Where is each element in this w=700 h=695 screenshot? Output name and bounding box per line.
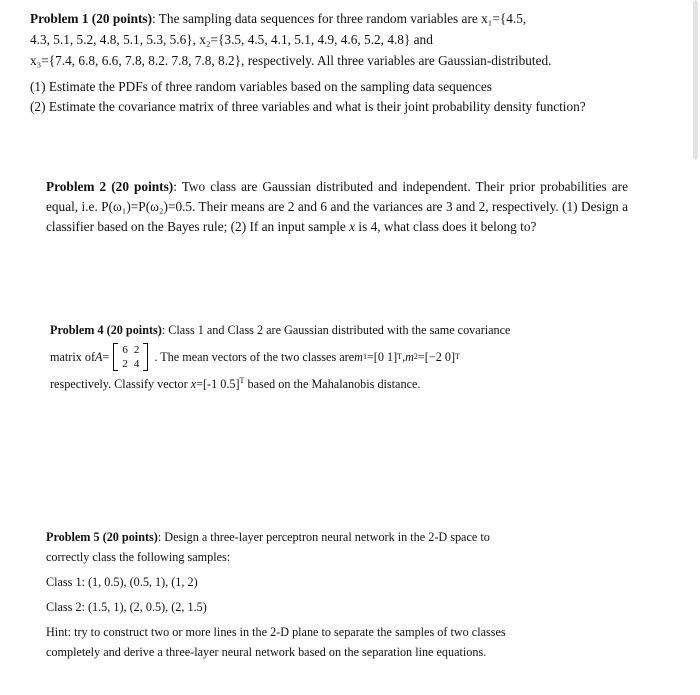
problem-4-line-1: Problem 4 (20 points): Class 1 and Class 2 are Gaussian distributed with the same covariance: [50, 323, 511, 337]
problem-4: [50, 320, 610, 394]
problem-1-item-1: (1) Estimate the PDFs of three random variables based on the sampling data sequences: [30, 79, 492, 94]
problem-5-hint-2: completely and derive a three-layer neural network based on the separation line equations.: [46, 645, 487, 659]
problem-5-hint-1: Hint: try to construct two or more lines in the 2-D plane to separate the samples of two classes: [46, 625, 506, 639]
problem-1-items: [30, 77, 620, 117]
problem-5-line-2: correctly class the following samples:: [46, 550, 231, 564]
problem-1: [30, 8, 620, 117]
problem-4-heading: Problem 4 (20 points): [50, 323, 162, 337]
problem-1-line-1: Problem 1 (20 points): The sampling data sequences for three random variables are x₁={4.5,: [30, 11, 527, 26]
problem-1-item-2: (2) Estimate the covariance matrix of three variables and what is their joint probability density function?: [30, 99, 586, 114]
problem-5: [46, 527, 606, 662]
problem-5-class-2: Class 2: (1.5, 1), (2, 0.5), (2, 1.5): [46, 600, 207, 614]
problem-1-line-3: x₃={7.4, 6.8, 6.6, 7.8, 8.2. 7.8, 7.8, 8.2}, respectively. All three variables are Gaussian-distributed.: [30, 53, 552, 68]
problem-2-heading: Problem 2 (20 points): [46, 179, 174, 194]
problem-4-line-2: matrix of A = 6 2 2 4 . The mean vectors of the two classes are m 1 =[0 1] T , m 2 =[−2 0] T: [50, 344, 460, 370]
problem-5-heading: Problem 5 (20 points): [46, 530, 158, 544]
scrollbar[interactable]: [693, 0, 698, 160]
problem-5-class-1: Class 1: (1, 0.5), (0.5, 1), (1, 2): [46, 575, 198, 589]
problem-4-line-3: respectively. Classify vector x=[-1 0.5]$^T$ based on the Mahalanobis distance.: [50, 376, 421, 391]
problem-5-line-1: Problem 5 (20 points): Design a three-layer perceptron neural network in the 2-D space to: [46, 530, 490, 544]
covariance-matrix: 6 2 2 4: [113, 343, 148, 371]
problem-2: Problem 2 (20 points): Two class are Gaussian distributed and independent. Their prior probabilities are equal, i.e. P(ω₁)=P(ω₂)=0.5. Their means are 2 and 6 and the variances are 3 and 2, respectively. (1) Design a classifier based on the Bayes rule; (2) If an input sample x is 4, what class does it belong to?: [46, 179, 628, 234]
problem-1-heading: Problem 1 (20 points): [30, 11, 153, 26]
problem-1-line-2: 4.3, 5.1, 5.2, 4.8, 5.1, 5.3, 5.6}, x₂={3.5, 4.5, 4.1, 5.1, 4.9, 4.6, 5.2, 4.8} and: [30, 32, 433, 47]
